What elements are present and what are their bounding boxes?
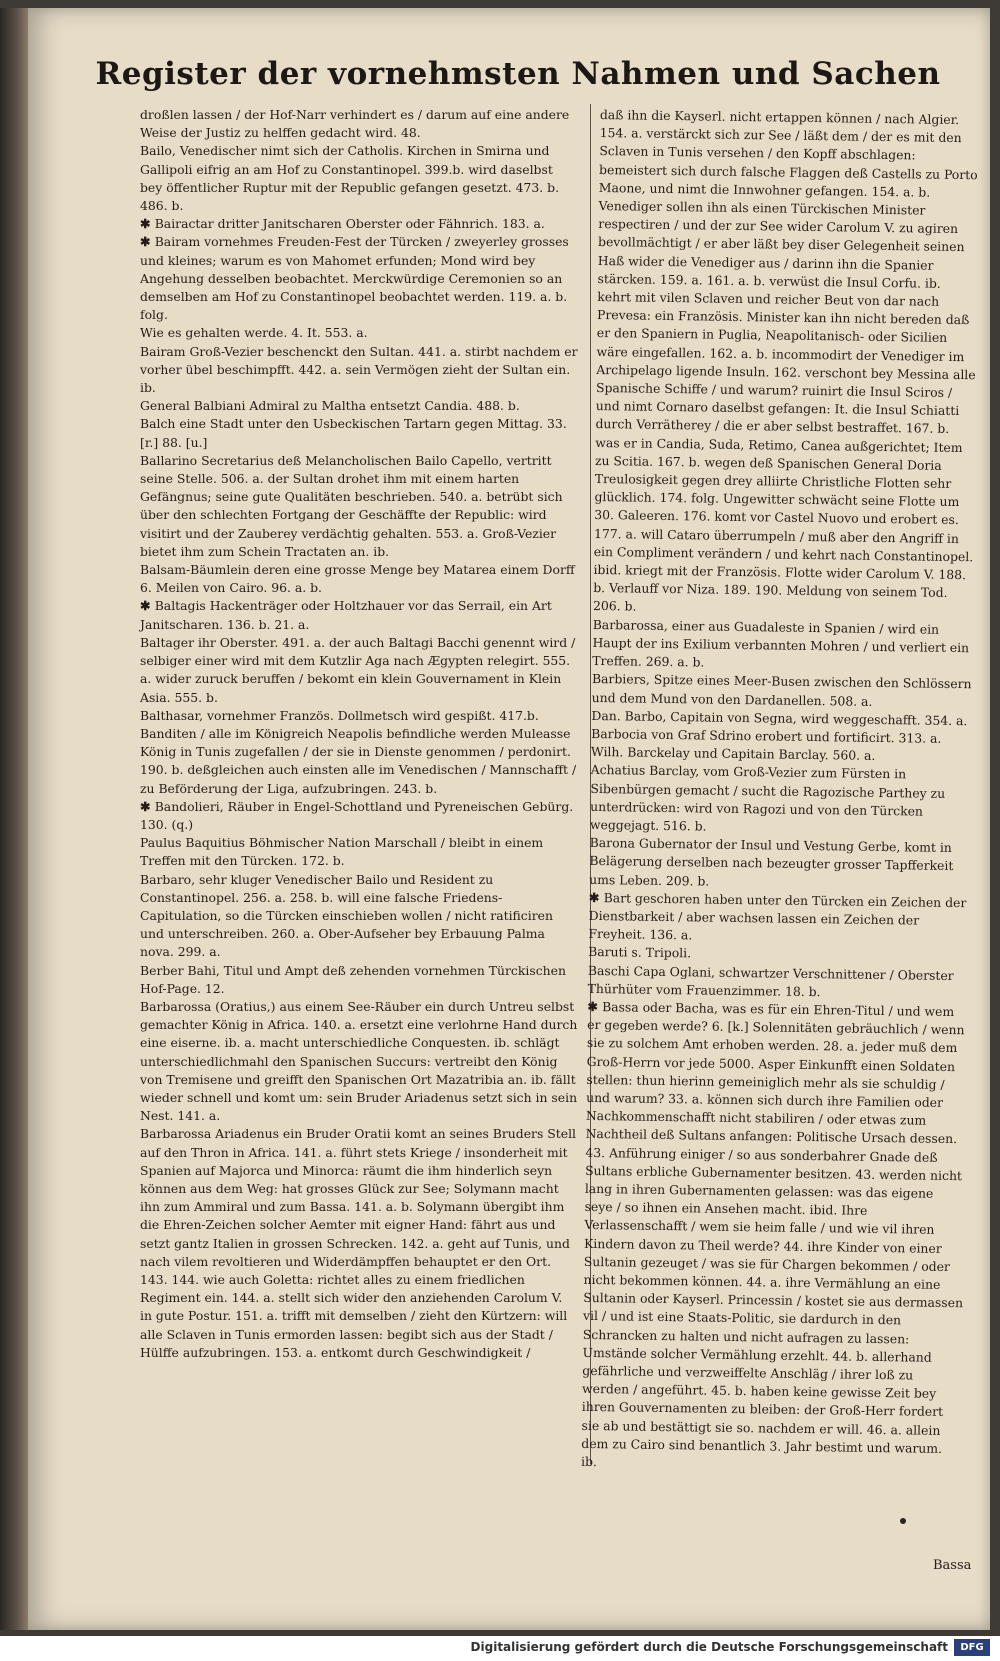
register-entry: daß ihn die Kayserl. nicht ertappen können / nach Algier. 154. a. verstärckt sich zur See / läßt dem / der es mit den Sclaven in Tunis versehen / den Kopff abschlagen: bemeistert sich durch falsche Flaggen deß Castells zu Porto Maone, und nimt die Innwohner gefangen. 154. a. b. Venediger sollen ihn als einen Türckischen Minister respectiren / und der zur See wider Carolum V. zu agiren bevollmächtigt / er aber läßt bey diser Gelegenheit seinen Haß wider die Venediger aus / darinn ihn die Spanier stärcken. 159. a. 161. a. b. verwüst die Insul Corfu. ib. kehrt mit vilen Sclaven und reicher Beut von dar nach Prevesa: ein Französis. Minister kan ihn nicht bereden daß er den Spaniern in Puglia, Neapolitanisch- oder Sicilien wäre eingefallen. 162. a. b. incommodirt der Venediger im Archipelago ligende Insuln. 162. verschont bey Messina alle Spanische Schiffe / und warum? ruinirt die Insul Sciros / und nimt Cornaro daselbst gefangen: It. die Insul Schiatti durch Verrätherey / die er aber selbst bestraffet. 167. b. was er in Candia, Suda, Retimo, Canea außgerichtet; Item zu Scitia. 167. b. wegen deß Spanischen General Doria Treulosigkeit gegen drey alliirte Christliche Flotten sehr glücklich. 174. folg. Ungewitter schwächt seine Flotte um 30. Galeeren. 176. komt vor Castel Nuovo und erobert es. 177. a. will Cataro überrumpeln / muß aber den Angriff in ein Compliment verändern / und kehrt nach Constantinopel. ibid. kriegt mit der Französis. Flotte wider Carolum V. 188. b. Verlauff vor Niza. 189. 190. Meldung von seinem Tod. 206. b. xyxy=(592,106,978,615)
right-column xyxy=(581,106,980,1476)
register-entry: Barona Gubernator der Insul und Vestung Gerbe, komt in Belägerung derselben nach bezeugter grosser Tapfferkeit ums Leben. 209. b. xyxy=(589,835,954,889)
register-entry: ✱ Bandolieri, Räuber in Engel-Schottland und Pyreneischen Gebürg. 130. (q.) xyxy=(140,798,578,834)
footer-bar xyxy=(0,1636,1000,1661)
register-entry: Baltager ihr Oberster. 491. a. der auch Baltagi Bacchi genennt wird / selbiger einer wird mit dem Kutzlir Aga nach Ægypten relegirt. 555. a. wider zuruck beruffen / bekomt ein klein Gouvernament in Klein Asia. 555. b. xyxy=(140,634,576,705)
register-entry: ✱ Bassa oder Bacha, was es für ein Ehren-Titul / und wem er gegeben werde? 6. [k.] Solennitäten gebräuchlich / wenn sie zu solchem Amt erhoben werden. 28. a. jeder muß dem Groß-Herrn vor jede 5000. Asper Einkunfft einen Soldaten stellen: thun hierinn gemeiniglich mehr als sie schuldig / und warum? 33. a. können sich durch ihre Familien oder Nachkommenschafft nicht stabiliren / oder etwas zum Nachtheil deß Sultans anfangen: Politische Ursach dessen. 43. Anführung einiger / so aus sonderbahrer Gnade deß Sultans erbliche Gubernamenter besitzen. 43. werden nicht lang in ihren Gubernamenten gelassen: was das eigene seye / so ihnen ein Ansehen macht. ibid. Ihre Verlassenschafft / wem sie heim falle / und wie vil ihren Kindern davon zu Theil werde? 44. ihre Kinder von einer Sultanin gezeuget / was sie für Chargen bekommen / oder nicht bekommen können. 44. a. ihre Vermählung an eine Sultanin oder Kayserl. Princessin / kostet sie aus dermassen vil / und ist eine Staats-Politic, sie dardurch in den Schrancken zu halten und nicht aufragen zu lassen: Umstände solcher Vermählung erzehlt. 44. b. allerhand gefährliche und verzweiffelte Anschläg / ihrer loß zu werden / angeführt. 45. b. haben keine gewisse Zeit bey ihren Gouvernamenten zu bleiben: der Groß-Herr fordert sie ab und bestättigt sie so. nachdem er will. 46. a. allein dem zu Cairo sind benantlich 3. Jahr bestimt und warum. ib. xyxy=(581,998,968,1477)
register-entry: droßlen lassen / der Hof-Narr verhindert es / darum auf eine andere Weise der Justiz zu helffen gedacht wird. 48. xyxy=(140,107,570,141)
register-entry: Barbaro, sehr kluger Venedischer Bailo und Resident zu Constantinopel. 256. a. 258. b. will eine falsche Friedens-Capitulation, so die Türcken einschieben wollen / nicht ratificiren und unterschreiben. 260. a. Ober-Aufseher bey Erbauung Palma nova. 299. a. xyxy=(140,871,553,960)
register-entry: Achatius Barclay, vom Groß-Vezier zum Fürsten in Sibenbürgen gemacht / sucht die Ragozische Parthey zu unterdrücken: wird von Ragozi und von den Türcken weggejagt. 516. b. xyxy=(589,762,946,834)
register-entry: Berber Bahi, Titul und Ampt deß zehenden vornehmen Türckischen Hof-Page. 12. xyxy=(140,962,566,996)
register-page xyxy=(28,8,990,1630)
register-entry: Bailo, Venedischer nimt sich der Catholis. Kirchen in Smirna und Gallipoli eifrig an am Hof zu Constantinopel. 399.b. wird daselbst bey öffentlicher Ruptur mit der Republic gefangen gesetzt. 473. b. 486. b. xyxy=(140,143,560,214)
register-entry: Barbarossa Ariadenus ein Bruder Oratii komt an seines Bruders Stell auf den Thron in Africa. 141. a. führt stets Kriege / insonderheit mit Spanien auf Majorca und Minorca: räumt die ihm hinderlich seyn können aus dem Weg: hat grosses Glück zur See; Solymann macht ihn zum Ammiral und zum Bassa. 141. a. b. Solymann übergibt ihm die Ehren-Zeichen solcher Aemter mit eigner Hand: fährt aus und setzt gantz Italien in grossen Schrecken. 142. a. geht auf Tunis, und nach vilem revoltieren und Widerdämpffen behauptet er den Ort. 143. 144. wie auch Goletta: richtet alles zu einem friedlichen Regiment ein. 144. a. stellt sich wider den anziehenden Carolum V. in gute Postur. 151. a. trifft mit demselben / zieht den Kürtzern: will alle Sclaven in Tunis ermorden lassen: begibt sich aus der Stadt / Hülffe aufzubringen. 153. a. entkomt durch Geschwindigkeit / xyxy=(140,1126,576,1360)
register-entry: Balsam-Bäumlein deren eine grosse Menge bey Matarea einem Dorff 6. Meilen von Cairo. 96. a. b. xyxy=(140,562,575,596)
register-entry: Baruti s. Tripoli. xyxy=(588,944,692,961)
register-entry: General Balbiani Admiral zu Maltha entsetzt Candia. 488. b. xyxy=(140,398,520,414)
register-entry: Barbarossa, einer aus Guadaleste in Spanien / wird ein Haupt der ins Exilium verbannten Mohren / und verliert ein Treffen. 269. a. b. xyxy=(592,616,970,670)
register-entry: Paulus Baquitius Böhmischer Nation Marschall / bleibt in einem Treffen mit den Türcken. 172. b. xyxy=(140,835,544,869)
register-entry: ✱ Bart geschoren haben unter den Türcken ein Zeichen der Dienstbarkeit / aber wachsen lassen ein Zeichen der Freyheit. 136. a. xyxy=(588,889,969,949)
catchword: Bassa xyxy=(933,1558,972,1573)
register-entry: Barbocia von Graf Sdrino erobert und fortificirt. 313. a. xyxy=(591,725,942,746)
register-entry: Wie es gehalten werde. 4. It. 553. a. xyxy=(140,325,368,341)
register-entry: Baschi Capa Oglani, schwartzer Verschnittener / Oberster Thürhüter vom Frauenzimmer. 18. b. xyxy=(587,962,954,999)
page-title: Register der vornehmsten Nahmen und Sachen xyxy=(95,56,941,92)
ink-spot xyxy=(900,1518,906,1524)
register-entry: Balthasar, vornehmer Französ. Dollmetsch wird gespißt. 417.b. xyxy=(140,707,539,723)
register-entry: Barbarossa (Oratius,) aus einem See-Räuber ein durch Untreu selbst gemachter König in Africa. 140. a. ersetzt eine verlohrne Hand durch eine eiserne. ib. a. macht unterschiedliche Conquesten. ib. schlägt unterschiedlichmahl den Spanischen Succurs: vertreibt den König von Tremisene und greifft den Spanischen Ort Mazatribia an. ib. fällt wieder schnell und komt um: sein Bruder Ariadenus setzt sich in sein Nest. 141. a. xyxy=(140,998,578,1124)
left-column xyxy=(140,106,578,1362)
register-entry: Balch eine Stadt unter den Usbeckischen Tartarn gegen Mittag. 33. [r.] 88. [u.] xyxy=(140,416,567,450)
register-entry: ✱ Bairam vornehmes Freuden-Fest der Türcken / zweyerley grosses und kleines; warum es von Mahomet erfunden; Mond wird bey Angehung desselben beobachtet. Merckwürdige Ceremonien so an demselben am Hof zu Constantinopel beobachtet werden. 119. a. b. folg. xyxy=(140,233,578,324)
register-entry: Barbiers, Spitze eines Meer-Busen zwischen den Schlössern und dem Mund von den Dardanellen. 508. a. xyxy=(591,671,972,709)
dfg-logo: DFG xyxy=(954,1639,990,1656)
register-entry: ✱ Baltagis Hackenträger oder Holtzhauer vor das Serrail, ein Art Janitscharen. 136. b. 21. a. xyxy=(140,597,578,633)
register-entry: Dan. Barbo, Capitain von Segna, wird weggeschafft. 354. a. xyxy=(591,707,968,728)
footer-credit: Digitalisierung gefördert durch die Deutsche Forschungsgemeinschaft xyxy=(470,1640,948,1654)
book-gutter xyxy=(0,8,28,1630)
register-entry: Ballarino Secretarius deß Melancholischen Bailo Capello, vertritt seine Stelle. 506. a. der Sultan drohet ihm mit einem harten Gefängnus; seine gute Qualitäten beschrieben. 540. a. betrübt sich über den schlechten Fortgang der Geschäffte der Republic: wird visitirt und der Zauberey verdächtig gehalten. 553. a. Groß-Vezier bietet ihm zum Schein Tractaten an. ib. xyxy=(140,452,563,559)
register-entry: Wilh. Barckelay und Capitain Barclay. 560. a. xyxy=(590,744,876,764)
register-entry: Bairam Groß-Vezier beschenckt den Sultan. 441. a. stirbt nachdem er vorher übel beschimpfft. 442. a. sein Vermögen zieht der Sultan ein. ib. xyxy=(140,343,578,396)
register-entry: Banditen / alle im Königreich Neapolis befindliche werden Muleasse König in Tunis zugefallen / der sie in Dienste genommen / perdonirt. 190. b. deßgleichen auch einsten alle im Venedischen / Mannschafft / zu Beförderung der Liga, aufzubringen. 243. b. xyxy=(140,725,577,796)
register-entry: ✱ Bairactar dritter Janitscharen Oberster oder Fähnrich. 183. a. xyxy=(140,215,578,233)
